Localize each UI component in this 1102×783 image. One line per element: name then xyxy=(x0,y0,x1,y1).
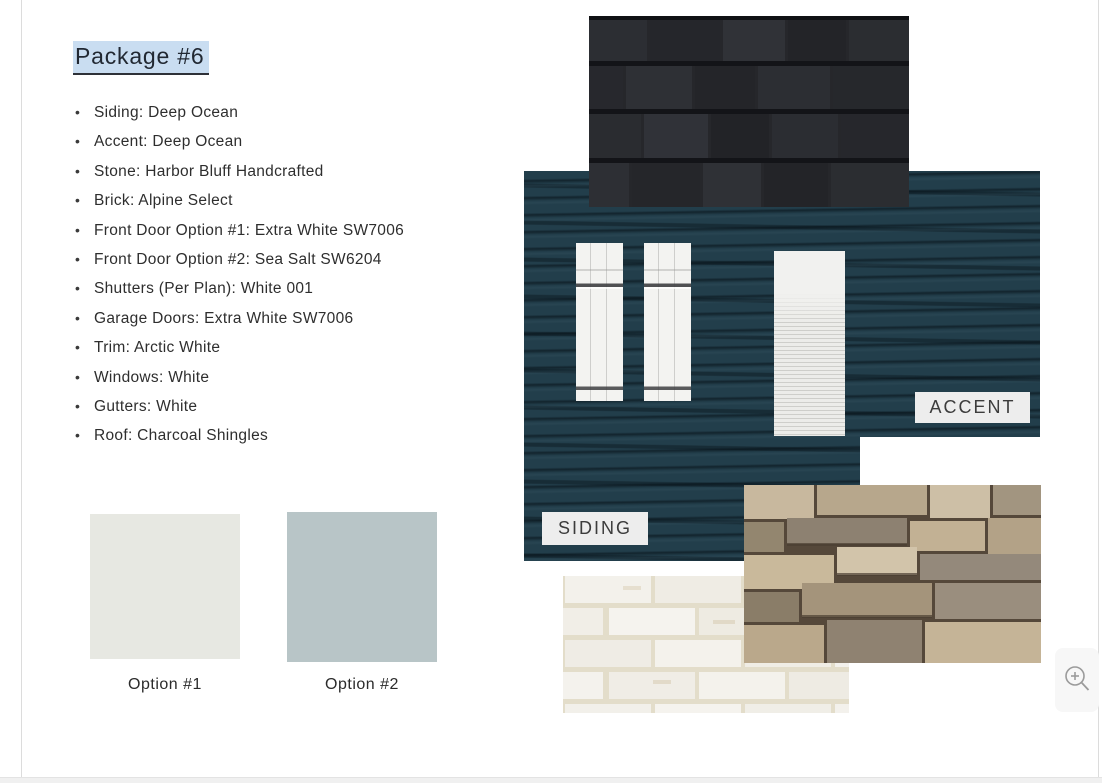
bullet-item: • Brick: Alpine Select xyxy=(73,193,493,209)
option-2-label: Option #2 xyxy=(325,676,399,693)
bullet-item: • Garage Doors: Extra White SW7006 xyxy=(73,311,493,327)
bullet-item: • Accent: Deep Ocean xyxy=(73,134,493,150)
option-1-swatch xyxy=(90,514,240,659)
shutter-sample-2 xyxy=(644,243,691,401)
zoom-in-icon xyxy=(1063,663,1091,697)
stone-photo xyxy=(744,485,1041,663)
bullet-item: • Windows: White xyxy=(73,370,493,386)
bullet-item: • Trim: Arctic White xyxy=(73,340,493,356)
page-bottom-gap xyxy=(0,777,1102,783)
option-2-swatch xyxy=(287,512,437,662)
bullet-item: • Gutters: White xyxy=(73,399,493,415)
accent-texture-sample xyxy=(774,251,845,436)
bullet-item: • Front Door Option #1: Extra White SW7006 xyxy=(73,223,493,239)
shutter-sample-1 xyxy=(576,243,623,401)
siding-label: SIDING xyxy=(542,512,648,545)
bullet-item: • Front Door Option #2: Sea Salt SW6204 xyxy=(73,252,493,268)
page-title: Package #6 xyxy=(73,41,209,75)
bullet-item: • Shutters (Per Plan): White 001 xyxy=(73,281,493,297)
bullet-item: • Stone: Harbor Bluff Handcrafted xyxy=(73,164,493,180)
bullet-item: • Roof: Charcoal Shingles xyxy=(73,428,493,444)
option-1-label: Option #1 xyxy=(128,676,202,693)
page-left-edge xyxy=(21,0,22,777)
accent-label: ACCENT xyxy=(915,392,1030,423)
bullet-item: • Siding: Deep Ocean xyxy=(73,105,493,121)
roof-shingles-photo xyxy=(589,16,909,207)
package-bullets xyxy=(73,105,493,458)
zoom-in-button[interactable] xyxy=(1055,648,1099,712)
